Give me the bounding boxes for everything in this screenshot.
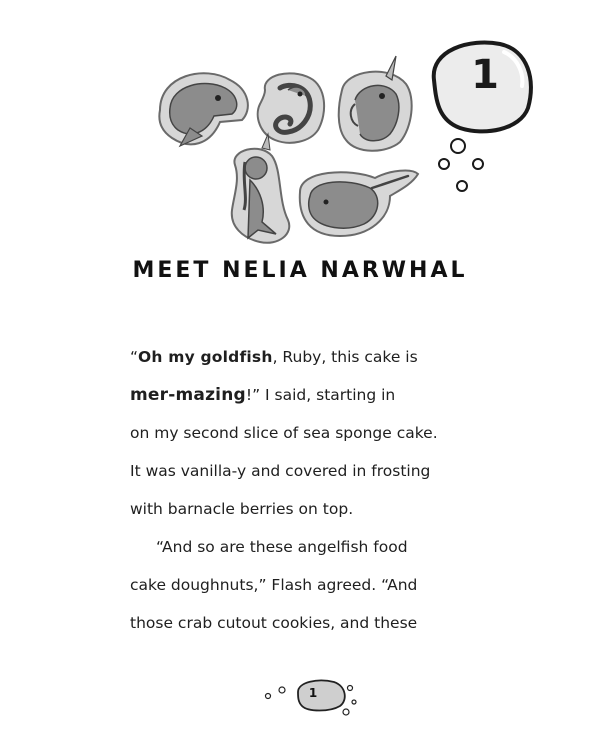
mermaid-cookie-icon — [232, 134, 290, 243]
text-line: “And so are these angelfish food — [156, 538, 408, 556]
chapter-title: MEET NELIA NARWHAL — [132, 258, 468, 283]
story-text — [130, 338, 490, 642]
text-segment: !” I said, starting in — [245, 386, 396, 404]
narwhal-cookie-icon — [300, 171, 418, 236]
sea-cookies-illustration — [150, 50, 420, 255]
text-line: cake doughnuts,” Flash agreed. “And — [130, 576, 418, 594]
seahorse-cookie-icon — [258, 73, 324, 142]
text-line: with barnacle berries on top. — [130, 500, 354, 518]
text-line — [130, 376, 490, 414]
text-line — [130, 338, 490, 376]
emphasis-text: mer-mazing — [130, 385, 246, 405]
unicorn-seahorse-cookie-icon — [339, 56, 412, 151]
text-line: those crab cutout cookies, and these — [130, 614, 418, 632]
text-line: It was vanilla-y and covered in frosting — [130, 462, 431, 480]
emphasis-text: Oh my goldfish — [138, 348, 273, 366]
chapter-number: 1 — [471, 52, 499, 98]
page-number: 1 — [308, 686, 318, 700]
open-quote: “ — [130, 348, 139, 366]
text-line: on my second slice of sea sponge cake. — [130, 424, 438, 442]
dolphin-cookie-icon — [159, 73, 248, 146]
text-segment: , Ruby, this cake is — [272, 348, 418, 366]
